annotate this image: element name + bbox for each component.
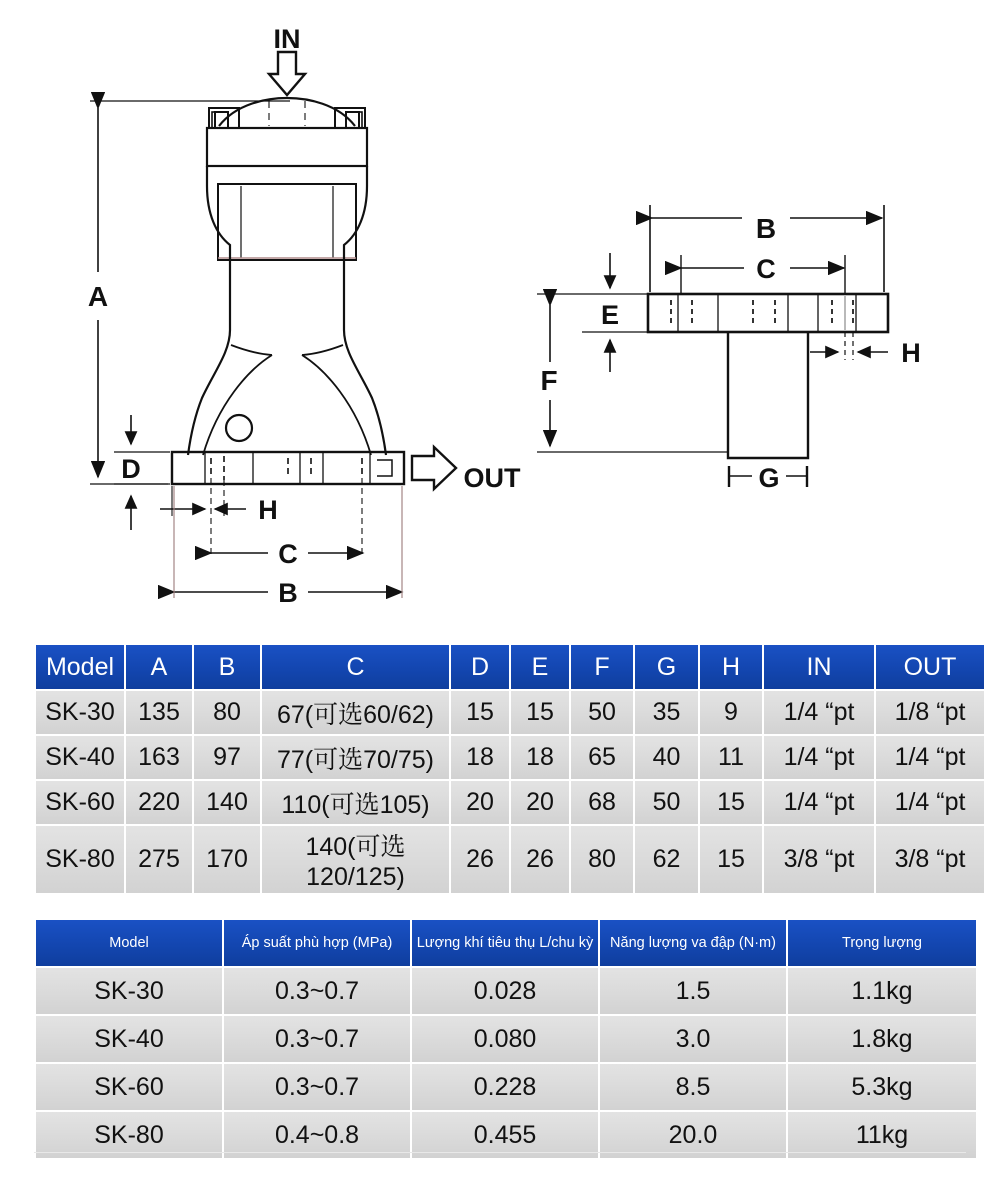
cell-h: 9 — [700, 691, 762, 734]
cell-model: SK-40 — [36, 1016, 222, 1062]
cell-weight: 11kg — [788, 1112, 976, 1158]
dim-label-C-side: C — [756, 254, 776, 284]
cell-g: 62 — [635, 826, 698, 893]
cell-air-consumption: 0.228 — [412, 1064, 598, 1110]
dim-label-C-front: C — [278, 539, 298, 569]
dim-label-D: D — [121, 454, 141, 484]
table-header-row — [36, 920, 976, 966]
inlet-arrow-icon — [269, 52, 305, 95]
table-row — [36, 736, 984, 779]
dimension-table — [34, 643, 966, 895]
table-row — [36, 1016, 976, 1062]
dim-label-B-front: B — [278, 578, 298, 608]
cell-out: 3/8 “pt — [876, 826, 984, 893]
col-header-e: E — [511, 645, 569, 689]
col-header-weight: Trọng lượng — [788, 920, 976, 966]
cell-d: 26 — [451, 826, 509, 893]
cell-f: 50 — [571, 691, 633, 734]
performance-table — [34, 918, 966, 1160]
col-header-model: Model — [36, 645, 124, 689]
cell-model: SK-60 — [36, 1064, 222, 1110]
boss-hole — [226, 415, 252, 441]
cell-d: 20 — [451, 781, 509, 824]
cell-g: 40 — [635, 736, 698, 779]
col-header-a: A — [126, 645, 192, 689]
dim-label-H-front: H — [258, 495, 278, 525]
cell-e: 18 — [511, 736, 569, 779]
cell-f: 68 — [571, 781, 633, 824]
table-row — [36, 781, 984, 824]
cell-b: 97 — [194, 736, 260, 779]
col-header-air-consumption: Lượng khí tiêu thụ L/chu kỳ — [412, 920, 598, 966]
outlet-label: OUT — [463, 463, 521, 493]
dim-label-H-side: H — [901, 338, 921, 368]
table-row — [36, 691, 984, 734]
cell-out: 1/4 “pt — [876, 781, 984, 824]
col-header-d: D — [451, 645, 509, 689]
col-header-working-pressure: Áp suất phù hợp (MPa) — [224, 920, 410, 966]
col-header-out: OUT — [876, 645, 984, 689]
cell-in: 1/4 “pt — [764, 691, 874, 734]
table-row — [36, 826, 984, 893]
dim-label-E: E — [600, 300, 620, 330]
outlet-arrow-icon — [412, 447, 456, 489]
cell-in: 3/8 “pt — [764, 826, 874, 893]
dim-label-F: F — [540, 365, 558, 396]
cell-in: 1/4 “pt — [764, 736, 874, 779]
table-row — [36, 968, 976, 1014]
cell-impact-energy: 1.5 — [600, 968, 786, 1014]
cell-model: SK-30 — [36, 968, 222, 1014]
table-bottom-rule — [34, 1152, 966, 1153]
cell-d: 18 — [451, 736, 509, 779]
cell-weight: 1.1kg — [788, 968, 976, 1014]
cell-c: 140(可选120/125) — [262, 826, 449, 893]
cell-model: SK-60 — [36, 781, 124, 824]
cell-model: SK-30 — [36, 691, 124, 734]
col-header-c: C — [262, 645, 449, 689]
col-header-b: B — [194, 645, 260, 689]
cell-out: 1/4 “pt — [876, 736, 984, 779]
cell-f: 65 — [571, 736, 633, 779]
cell-air-consumption: 0.028 — [412, 968, 598, 1014]
cell-model: SK-80 — [36, 826, 124, 893]
cell-weight: 1.8kg — [788, 1016, 976, 1062]
inlet-label: IN — [273, 24, 301, 54]
cell-impact-energy: 3.0 — [600, 1016, 786, 1062]
cell-working-pressure: 0.4~0.8 — [224, 1112, 410, 1158]
cell-model: SK-40 — [36, 736, 124, 779]
col-header-g: G — [635, 645, 698, 689]
cell-c: 67(可选60/62) — [262, 691, 449, 734]
cell-h: 11 — [700, 736, 762, 779]
cell-f: 80 — [571, 826, 633, 893]
cell-b: 80 — [194, 691, 260, 734]
col-header-in: IN — [764, 645, 874, 689]
cell-b: 140 — [194, 781, 260, 824]
cell-c: 77(可选70/75) — [262, 736, 449, 779]
table-header-row — [36, 645, 984, 689]
cell-d: 15 — [451, 691, 509, 734]
cell-c: 110(可选105) — [262, 781, 449, 824]
dim-label-A: A — [87, 281, 109, 312]
cell-g: 50 — [635, 781, 698, 824]
col-header-impact-energy: Năng lượng va đập (N·m) — [600, 920, 786, 966]
cell-e: 26 — [511, 826, 569, 893]
col-header-h: H — [700, 645, 762, 689]
cell-a: 163 — [126, 736, 192, 779]
cell-impact-energy: 8.5 — [600, 1064, 786, 1110]
cell-air-consumption: 0.080 — [412, 1016, 598, 1062]
cell-impact-energy: 20.0 — [600, 1112, 786, 1158]
cell-in: 1/4 “pt — [764, 781, 874, 824]
cell-b: 170 — [194, 826, 260, 893]
table-row — [36, 1064, 976, 1110]
col-header-f: F — [571, 645, 633, 689]
cell-e: 15 — [511, 691, 569, 734]
cell-working-pressure: 0.3~0.7 — [224, 1016, 410, 1062]
cell-weight: 5.3kg — [788, 1064, 976, 1110]
cell-a: 275 — [126, 826, 192, 893]
dim-label-G: G — [758, 463, 780, 493]
cell-a: 135 — [126, 691, 192, 734]
cell-air-consumption: 0.455 — [412, 1112, 598, 1158]
dim-label-B-side: B — [755, 213, 777, 244]
cell-working-pressure: 0.3~0.7 — [224, 968, 410, 1014]
cell-e: 20 — [511, 781, 569, 824]
cell-h: 15 — [700, 826, 762, 893]
cell-h: 15 — [700, 781, 762, 824]
col-header-model: Model — [36, 920, 222, 966]
cell-a: 220 — [126, 781, 192, 824]
cell-out: 1/8 “pt — [876, 691, 984, 734]
cell-g: 35 — [635, 691, 698, 734]
cell-working-pressure: 0.3~0.7 — [224, 1064, 410, 1110]
cell-model: SK-80 — [36, 1112, 222, 1158]
